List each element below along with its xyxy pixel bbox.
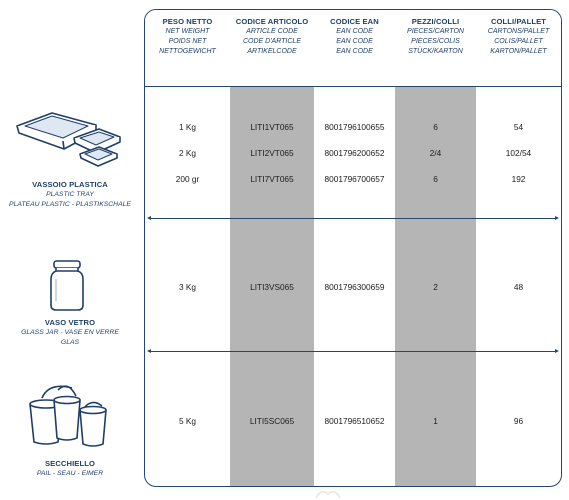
cell-article-code: LITI5SC065 — [249, 416, 295, 426]
cell-weight: 1 Kg — [178, 122, 197, 132]
cell-article-code: LITI2VT065 — [250, 148, 294, 158]
cell-ean: 8001796700657 — [324, 174, 385, 184]
cell-article-code: LITI3VS065 — [250, 282, 294, 292]
product-table — [144, 9, 562, 487]
cell-pieces: 2/4 — [429, 148, 442, 158]
product-label-glass-jar: VASO VETRO GLASS JAR - VASE EN VERRE GLAS — [21, 318, 119, 346]
table-header — [145, 10, 561, 87]
glass-jar-icon — [47, 259, 87, 313]
plastic-tray-icon — [14, 108, 126, 168]
cell-pallet: 54 — [513, 122, 524, 132]
cell-weight: 5 Kg — [178, 416, 197, 426]
product-label-pail: SECCHIELLO PAIL - SEAU - EIMER — [36, 459, 104, 477]
cell-article-code: LITI1VT065 — [250, 122, 294, 132]
cell-ean: 8001796300659 — [324, 282, 385, 292]
cell-pallet: 96 — [513, 416, 524, 426]
header-net-weight: PESO NETTO NET WEIGHT POIDS NET NETTOGEWICHT — [159, 17, 216, 55]
cell-weight: 2 Kg — [178, 148, 197, 158]
header-cartons-pallet: COLLI/PALLET CARTONS/PALLET COLIS/PALLET KARTON/PALLET — [487, 17, 550, 55]
cell-ean: 8001796100655 — [324, 122, 385, 132]
header-pieces-carton: PEZZI/COLLI PIECES/CARTON PIECES/COLIS STÜCK/KARTON — [407, 17, 464, 55]
header-article-code: CODICE ARTICOLO ARTICLE CODE CODE D'ARTICLE ARTIKELCODE — [235, 17, 309, 55]
section-divider — [150, 218, 556, 219]
cell-pallet: 192 — [511, 174, 526, 184]
cell-ean: 8001796510652 — [324, 416, 385, 426]
section-divider — [150, 351, 556, 352]
product-label-plastic-tray: VASSOIO PLASTICA PLASTIC TRAY PLATEAU PLASTIC - PLASTIKSCHALE — [9, 180, 131, 208]
cell-ean: 8001796200652 — [324, 148, 385, 158]
cell-pieces: 6 — [433, 122, 438, 132]
cell-pallet: 102/54 — [505, 148, 532, 158]
decorative-flourish-icon — [313, 486, 343, 500]
cell-pieces: 6 — [433, 174, 438, 184]
cell-article-code: LITI7VT065 — [250, 174, 294, 184]
cell-pieces: 1 — [433, 416, 438, 426]
header-ean-code: CODICE EAN EAN CODE EAN CODE EAN CODE — [330, 17, 379, 55]
pail-icon — [22, 382, 122, 452]
cell-pallet: 48 — [513, 282, 524, 292]
cell-pieces: 2 — [433, 282, 438, 292]
cell-weight: 200 gr — [175, 174, 200, 184]
cell-weight: 3 Kg — [178, 282, 197, 292]
